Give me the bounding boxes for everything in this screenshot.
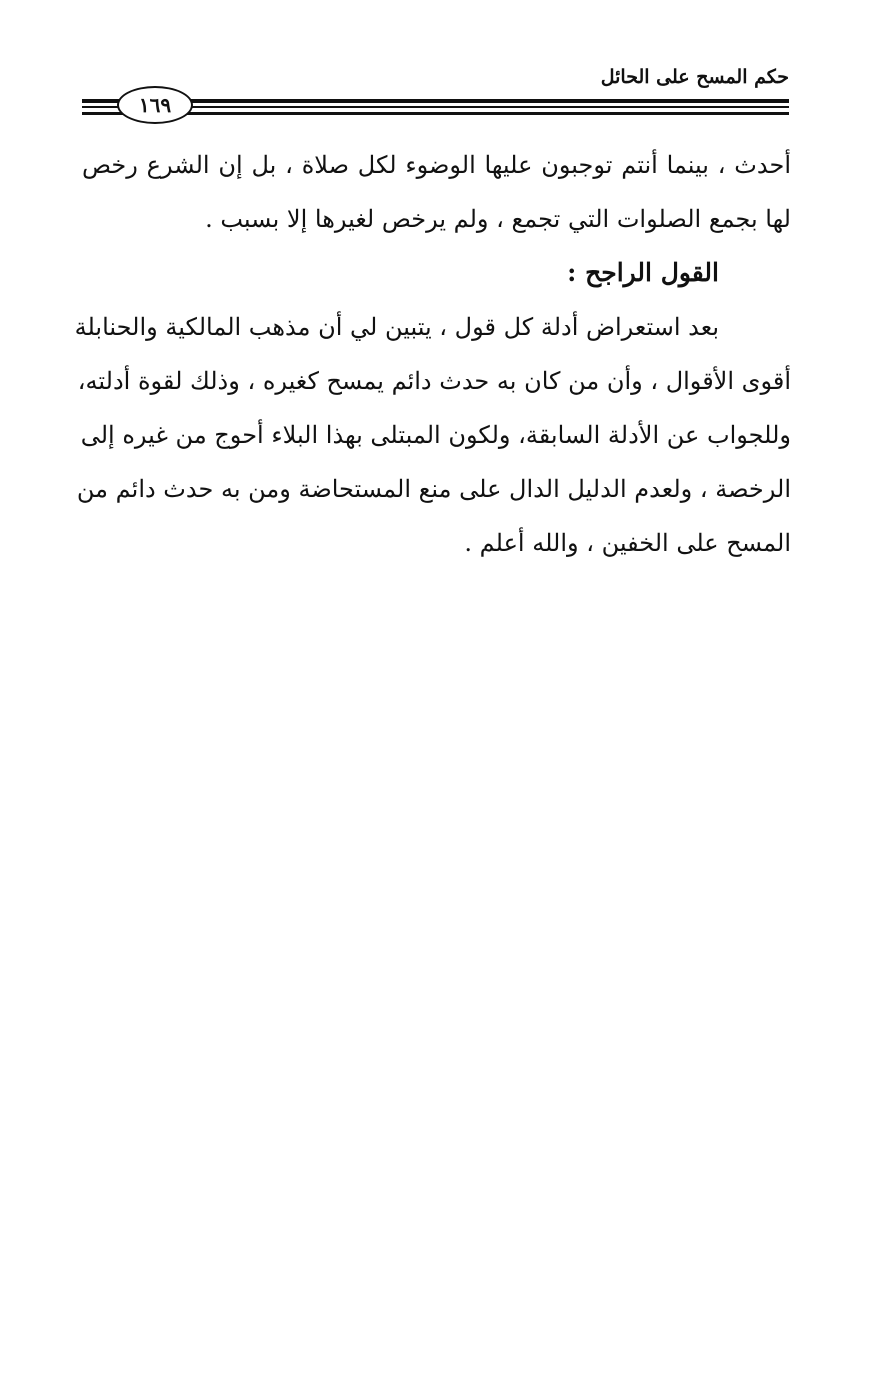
text-line: لها بجمع الصلوات التي تجمع ، ولم يرخص لغيرها إلا بسبب . [205,205,791,233]
paragraph-conclusion [74,300,791,570]
text-line: المسح على الخفين ، والله أعلم . [464,529,791,557]
paragraph-continuation [82,138,791,246]
page-body [74,138,791,570]
text-line: أحدث ، بينما أنتم توجبون عليها الوضوء لكل صلاة ، بل إن الشرع رخص [82,151,791,179]
text-line: أقوى الأقوال ، وأن من كان به حدث دائم يمسح كغيره ، وذلك لقوة أدلته، [77,367,791,395]
page-number-oval [117,86,193,124]
section-heading: القول الراجح : [567,258,719,287]
text-line: بعد استعراض أدلة كل قول ، يتبين لي أن مذهب المالكية والحنابلة [74,313,719,341]
text-line: الرخصة ، ولعدم الدليل الدال على منع المستحاضة ومن به حدث دائم من [76,475,791,503]
text-line: وللجواب عن الأدلة السابقة، ولكون المبتلى بهذا البلاء أحوج من غيره إلى [80,421,791,449]
running-title: حكم المسح على الحائل [600,66,789,88]
page-number: ١٦٩ [138,93,172,117]
